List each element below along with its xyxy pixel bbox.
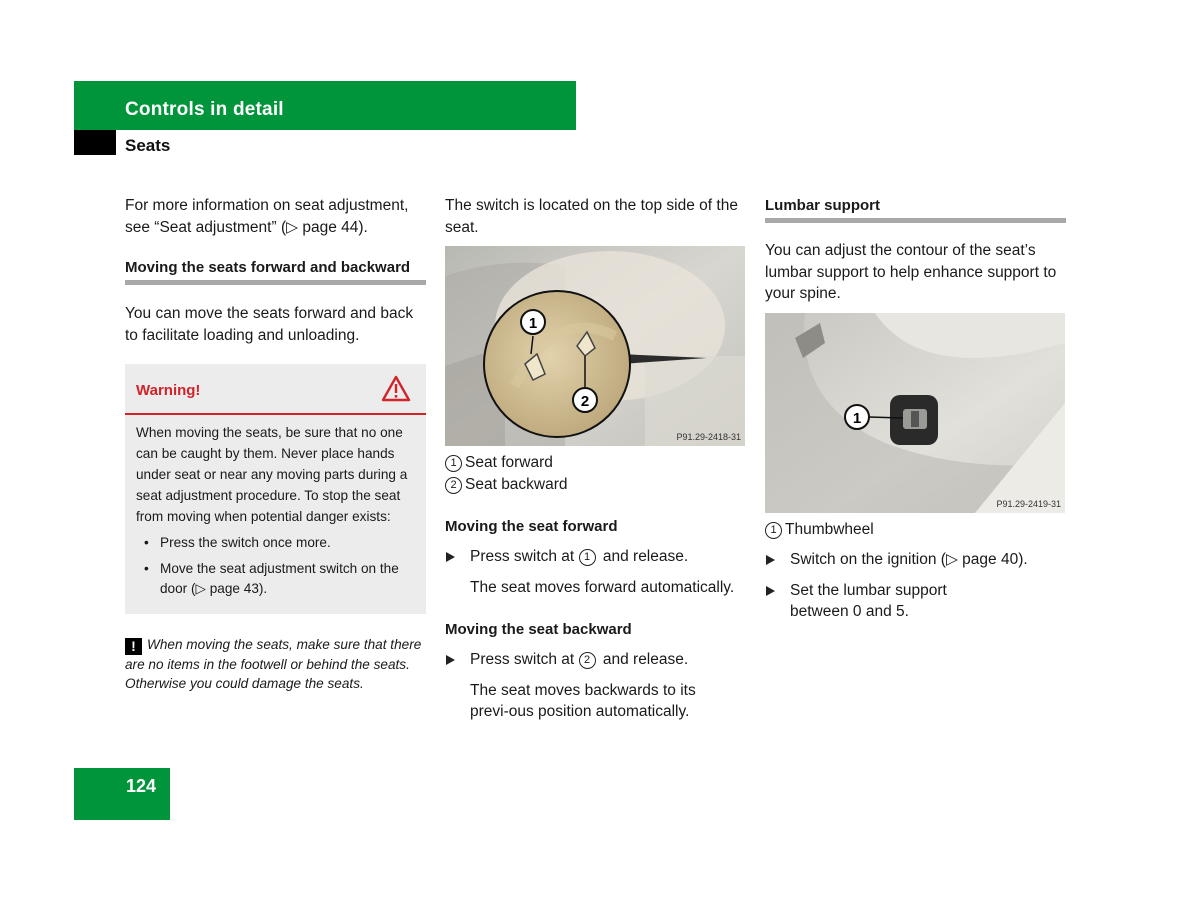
warning-header <box>125 364 426 415</box>
subsection-marker <box>74 130 116 155</box>
column-1 <box>125 195 426 693</box>
column-3 <box>765 195 1066 623</box>
section-title: Controls in detail <box>125 99 284 120</box>
step-backward: Press switch at 2 and release. <box>445 649 746 671</box>
column-2 <box>445 195 746 723</box>
heading-moving-seats: Moving the seats forward and backward <box>125 257 426 285</box>
warning-text: When moving the seats, be sure that no one can be caught by them. Never place hands under seat or near any moving parts during a seat adjustment procedure. To stop the seat from moving when potential danger exists: <box>136 425 408 524</box>
subsection-title: Seats <box>125 136 171 155</box>
callout-number: 1 <box>579 549 596 566</box>
result-forward: The seat moves forward automatically. <box>470 578 735 596</box>
note <box>125 635 426 693</box>
warning-triangle-icon <box>381 375 411 409</box>
intro-text: The switch is located on the top side of the seat. <box>445 197 738 236</box>
note-text: When moving the seats, make sure that there are no items in the footwell or behind the seats. Otherwise you could damage the seats. <box>125 637 422 691</box>
warning-box <box>125 364 426 614</box>
warning-list <box>136 533 415 599</box>
heading-seat-backward: Moving the seat backward <box>445 621 632 638</box>
body-text: You can adjust the contour of the seat’s lumbar support to help enhance support to your spine. <box>765 242 1057 302</box>
callout-number: 2 <box>445 477 462 494</box>
step-forward: Press switch at 1 and release. <box>445 546 746 568</box>
legend-item: 1 Seat forward <box>445 452 746 474</box>
image-code: P91.29-2418-31 <box>676 432 741 442</box>
warning-bullet: • Move the seat adjustment switch on the door (▷ page 43). <box>136 559 415 599</box>
result-backward: The seat moves backwards to its previ-ous position automatically. <box>470 681 696 720</box>
body-text: You can move the seats forward and back to facilitate loading and unloading. <box>125 305 414 344</box>
heading-seat-forward: Moving the seat forward <box>445 518 618 535</box>
svg-text:1: 1 <box>528 315 538 332</box>
heading-lumbar-support: Lumbar support <box>765 195 1066 223</box>
warning-bullet: • Press the switch once more. <box>136 533 415 553</box>
image-code: P91.29-2419-31 <box>996 498 1061 509</box>
legend-item: 2 Seat backward <box>445 474 746 496</box>
page-number: 124 <box>126 776 157 796</box>
intro-text: For more information on seat adjustment, see “Seat adjustment” (▷ page 44). <box>125 197 409 236</box>
svg-text:1: 1 <box>852 409 862 427</box>
svg-text:2: 2 <box>580 393 590 410</box>
step-ignition: Switch on the ignition (▷ page 40). <box>765 549 1066 571</box>
callout-number: 1 <box>445 455 462 472</box>
exclamation-icon: ! <box>125 638 142 655</box>
lumbar-image <box>765 313 1066 513</box>
legend-item: 1 Thumbwheel <box>765 519 1066 541</box>
warning-title: Warning! <box>136 382 201 399</box>
seat-switch-image <box>445 246 746 446</box>
step-lumbar: Set the lumbar support between 0 and 5. <box>765 580 965 623</box>
callout-number: 2 <box>579 652 596 669</box>
callout-number: 1 <box>765 522 782 539</box>
